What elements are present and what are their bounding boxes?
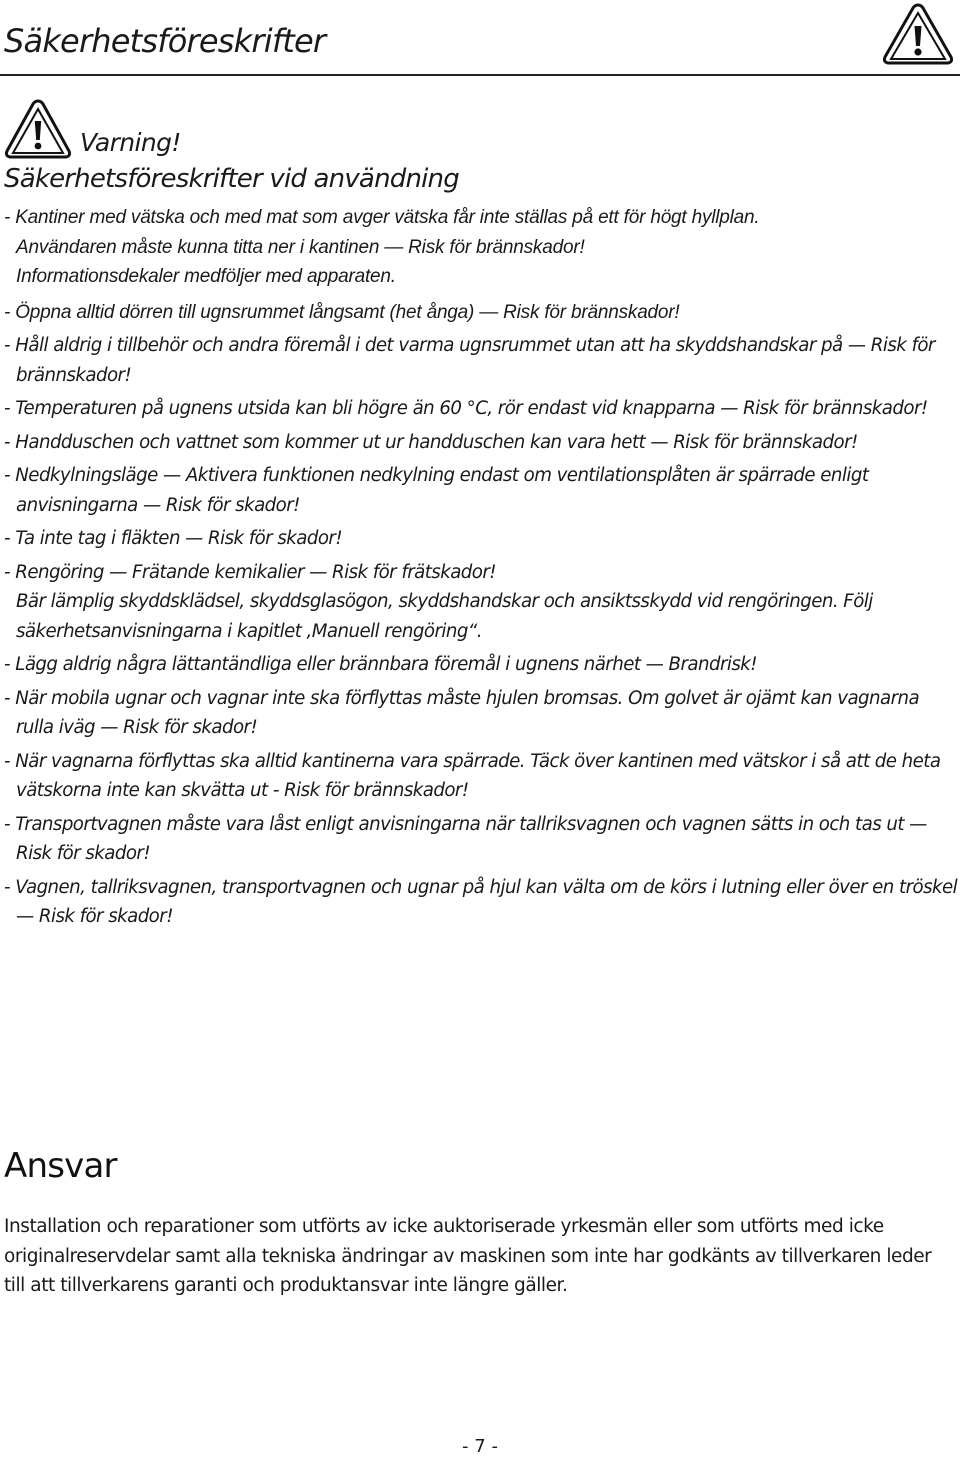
list-item: - Temperaturen på ugnens utsida kan bli högre än 60 °C, rör endast vid knapparna — Risk för brännskador! [4,398,928,419]
list-item: - Vagnen, tallriksvagnen, transportvagnen och ugnar på hjul kan välta om de körs i lutning eller över en tröskel — Risk för skador! [4,876,958,927]
page-title: Säkerhetsföreskrifter [4,22,326,60]
usage-safety-heading: Säkerhetsföreskrifter vid användning [4,164,459,194]
list-item: - Kantiner med vätska och med mat som avger vätska får inte ställas på ett för högt hyllplan. Användaren måste kunna titta ner i kantinen — Risk för brännskador! Informationsdekaler medföljer med apparaten. [4,207,760,287]
list-item: - Lägg aldrig några lättantändliga eller brännbara föremål i ugnens närhet — Brandrisk! [4,654,758,675]
warning-triangle-icon [882,2,954,66]
list-item: - Öppna alltid dörren till ugnsrummet långsamt (het ånga) — Risk för brännskador! [4,301,680,323]
warning-label: Varning! [80,128,181,157]
responsibility-heading: Ansvar [4,1146,117,1186]
list-item: - Ta inte tag i fläkten — Risk för skador! [4,528,343,549]
list-item: - När mobila ugnar och vagnar inte ska förflyttas måste hjulen bromsas. Om golvet är ojämt kan vagnarna rulla iväg — Risk för skador! [4,687,920,738]
page-header [0,0,960,76]
list-item: - Nedkylningsläge — Aktivera funktionen nedkylning endast om ventilationsplåten är spärrade enligt anvisningarna — Risk för skador! [4,465,869,516]
list-item: - När vagnarna förflyttas ska alltid kantinerna vara spärrade. Täck över kantinen med vätskor i så att de heta vätskorna inte kan skvätta ut - Risk för brännskador! [4,750,941,801]
responsibility-paragraph: Installation och reparationer som utförts av icke auktoriserade yrkesmän eller som utförts med icke originalreservdelar samt alla tekniska ändringar av maskinen som inte har godkänts av tillverkaren leder till att tillverkarens garanti och produktansvar inte längre gäller. [4,1216,932,1296]
warning-triangle-icon [4,98,72,160]
header-divider [0,74,960,76]
list-item: - Håll aldrig i tillbehör och andra föremål i det varma ugnsrummet utan att ha skyddshandskar på — Risk för brännskador! [4,335,935,386]
safety-list [4,203,960,936]
list-item: - Handduschen och vattnet som kommer ut ur handduschen kan vara hett — Risk för brännskador! [4,431,858,453]
list-item: - Rengöring — Frätande kemikalier — Risk för frätskador! Bär lämplig skyddsklädsel, skyddsglasögon, skyddshandskar och ansiktsskydd vid rengöringen. Följ säkerhetsanvisningarna i kapitlet ‚Manuell rengöring“. [4,561,873,642]
page-number: - 7 - [462,1436,498,1457]
list-item: - Transportvagnen måste vara låst enligt anvisningarna när tallriksvagnen och vagnen sätts in och tas ut — Risk för skador! [4,813,927,864]
